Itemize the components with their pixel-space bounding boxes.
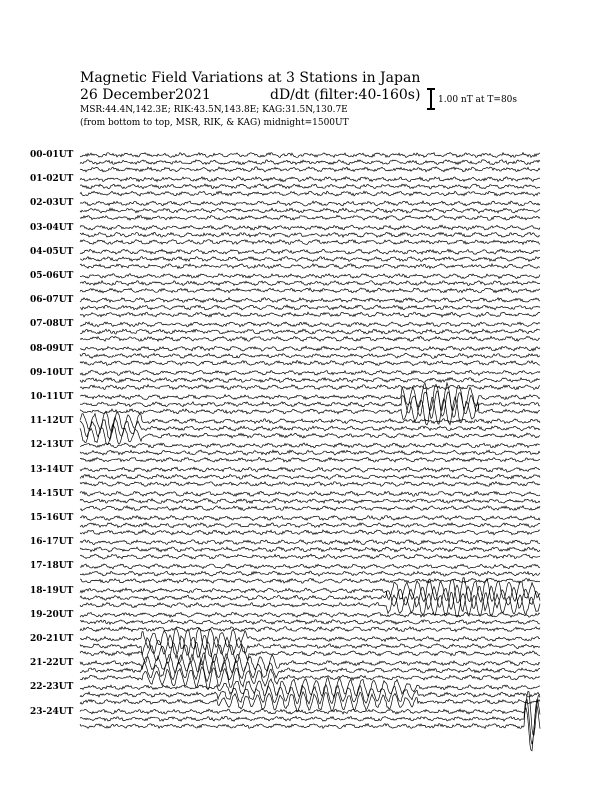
trace-19-20UT-KAG xyxy=(80,612,540,617)
trace-08-09UT-KAG xyxy=(80,346,540,351)
trace-02-03UT-MSR xyxy=(80,215,540,220)
trace-07-08UT-MSR xyxy=(80,336,540,341)
trace-07-08UT-KAG xyxy=(80,322,540,327)
trace-04-05UT-RIK xyxy=(80,257,540,262)
trace-13-14UT-RIK xyxy=(80,474,540,479)
hour-label-13-14UT: 13-14UT xyxy=(30,464,74,475)
trace-14-15UT-RIK xyxy=(80,499,540,504)
hour-label-14-15UT: 14-15UT xyxy=(30,488,74,499)
trace-03-04UT-KAG xyxy=(80,225,540,230)
trace-05-06UT-MSR xyxy=(80,288,540,293)
trace-06-07UT-RIK xyxy=(80,305,540,310)
trace-16-17UT-MSR xyxy=(80,554,540,559)
trace-05-06UT-RIK xyxy=(80,281,540,286)
trace-06-07UT-KAG xyxy=(80,298,540,303)
hour-label-19-20UT: 19-20UT xyxy=(30,609,74,620)
trace-07-08UT-RIK xyxy=(80,329,540,334)
trace-11-12UT-RIK xyxy=(80,417,540,440)
trace-21-22UT-RIK xyxy=(80,660,540,681)
trace-08-09UT-MSR xyxy=(80,361,540,366)
hour-label-00-01UT: 00-01UT xyxy=(30,150,74,160)
trace-19-20UT-MSR xyxy=(80,627,540,632)
trace-23-24UT-KAG xyxy=(80,691,540,735)
trace-00-01UT-RIK xyxy=(80,160,540,165)
trace-00-01UT-KAG xyxy=(80,153,540,158)
hour-label-16-17UT: 16-17UT xyxy=(30,537,74,548)
trace-08-09UT-RIK xyxy=(80,353,540,358)
trace-15-16UT-KAG xyxy=(80,516,540,521)
trace-13-14UT-MSR xyxy=(80,482,540,487)
trace-15-16UT-RIK xyxy=(80,523,540,528)
hour-label-03-04UT: 03-04UT xyxy=(30,222,74,233)
hour-label-06-07UT: 06-07UT xyxy=(30,295,74,306)
hour-label-22-23UT: 22-23UT xyxy=(30,682,74,693)
trace-16-17UT-KAG xyxy=(80,540,540,545)
trace-01-02UT-RIK xyxy=(80,184,540,189)
trace-16-17UT-RIK xyxy=(80,547,540,552)
trace-12-13UT-MSR xyxy=(80,457,540,462)
trace-09-10UT-KAG xyxy=(80,370,540,375)
trace-06-07UT-MSR xyxy=(80,312,540,317)
trace-17-18UT-KAG xyxy=(80,564,540,569)
trace-12-13UT-RIK xyxy=(80,450,540,455)
date-label: 26 December2021 xyxy=(80,87,211,103)
trace-17-18UT-MSR xyxy=(80,578,540,583)
trace-13-14UT-KAG xyxy=(80,467,540,472)
hour-label-07-08UT: 07-08UT xyxy=(30,319,74,330)
trace-02-03UT-RIK xyxy=(80,208,540,213)
trace-04-05UT-MSR xyxy=(80,264,540,269)
hour-label-23-24UT: 23-24UT xyxy=(30,706,74,717)
trace-15-16UT-MSR xyxy=(80,530,540,535)
hour-label-15-16UT: 15-16UT xyxy=(30,513,74,523)
measure-label: dD/dt (filter:40-160s) xyxy=(270,87,421,103)
hour-label-17-18UT: 17-18UT xyxy=(30,561,74,572)
trace-11-12UT-MSR xyxy=(80,424,540,445)
hour-label-21-22UT: 21-22UT xyxy=(30,658,74,669)
trace-05-06UT-KAG xyxy=(80,274,540,279)
trace-10-11UT-MSR xyxy=(80,397,540,425)
trace-04-05UT-KAG xyxy=(80,249,540,254)
trace-01-02UT-KAG xyxy=(80,177,540,182)
scale-label: 1.00 nT at T=80s xyxy=(438,95,518,105)
hour-label-02-03UT: 02-03UT xyxy=(30,198,74,209)
trace-18-19UT-KAG xyxy=(80,578,540,603)
hour-label-20-21UT: 20-21UT xyxy=(30,634,74,644)
trace-01-02UT-MSR xyxy=(80,191,540,196)
hour-label-04-05UT: 04-05UT xyxy=(30,246,74,257)
trace-02-03UT-KAG xyxy=(80,201,540,206)
trace-03-04UT-RIK xyxy=(80,232,540,237)
trace-03-04UT-MSR xyxy=(80,240,540,245)
hour-label-10-11UT: 10-11UT xyxy=(30,392,74,402)
hour-label-05-06UT: 05-06UT xyxy=(30,271,74,281)
trace-14-15UT-MSR xyxy=(80,506,540,511)
trace-10-11UT-RIK xyxy=(80,391,540,419)
chart-title: Magnetic Field Variations at 3 Stations in Japan xyxy=(80,70,421,86)
trace-19-20UT-RIK xyxy=(80,620,540,625)
station-order-note: (from bottom to top, MSR, RIK, & KAG) midnight=1500UT xyxy=(80,118,349,128)
trace-23-24UT-RIK xyxy=(80,699,540,744)
hour-label-11-12UT: 11-12UT xyxy=(30,416,74,427)
trace-00-01UT-MSR xyxy=(80,167,540,172)
trace-12-13UT-KAG xyxy=(80,443,540,448)
trace-11-12UT-KAG xyxy=(80,411,540,432)
trace-14-15UT-KAG xyxy=(80,491,540,496)
trace-17-18UT-RIK xyxy=(80,571,540,576)
hour-label-08-09UT: 08-09UT xyxy=(30,343,74,354)
hour-label-09-10UT: 09-10UT xyxy=(30,367,74,378)
hour-label-18-19UT: 18-19UT xyxy=(30,585,74,596)
trace-09-10UT-RIK xyxy=(80,378,540,383)
hour-label-01-02UT: 01-02UT xyxy=(30,174,74,185)
hour-label-12-13UT: 12-13UT xyxy=(30,440,74,451)
station-coordinates: MSR:44.4N,142.3E; RIK:43.5N,143.8E; KAG:31.5N,130.7E xyxy=(80,105,348,115)
